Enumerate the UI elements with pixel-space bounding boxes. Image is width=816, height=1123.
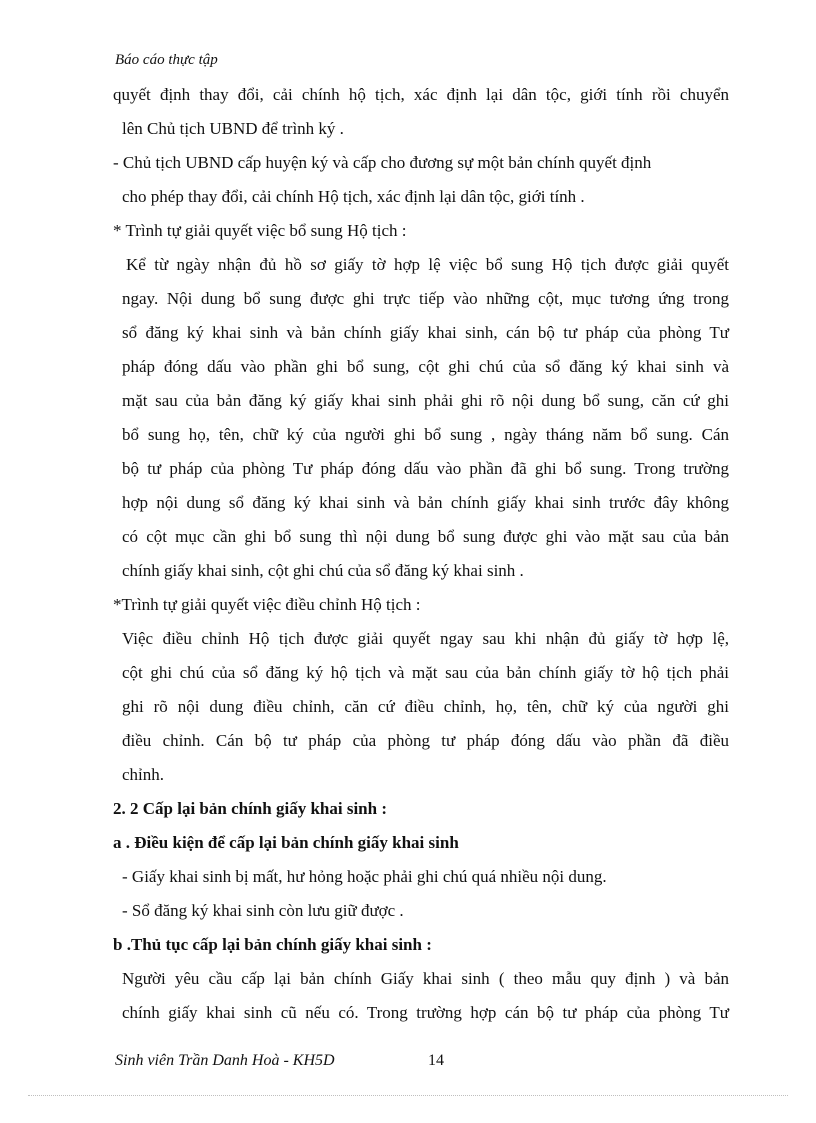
text-line: bổ sung họ, tên, chữ ký của người ghi bổ sung , ngày tháng năm bổ sung. Cán [122, 425, 729, 444]
text-line: mặt sau của bản đăng ký giấy khai sinh phải ghi rõ nội dung bổ sung, căn cứ ghi [122, 391, 729, 410]
list-item: - Chủ tịch UBND cấp huyện ký và cấp cho đương sự một bản chính quyết định [113, 153, 652, 172]
section-heading: * Trình tự giải quyết việc bổ sung Hộ tịch : [113, 221, 407, 240]
text-line: cho phép thay đổi, cải chính Hộ tịch, xác định lại dân tộc, giới tính . [122, 187, 585, 206]
list-item: - Sổ đăng ký khai sinh còn lưu giữ được . [122, 901, 404, 920]
text-line: Việc điều chỉnh Hộ tịch được giải quyết ngay sau khi nhận đủ giấy tờ hợp lệ, [122, 629, 729, 648]
text-line: ghi rõ nội dung điều chỉnh, căn cứ điều chỉnh, họ, tên, chữ ký của người ghi [122, 697, 729, 716]
list-item: - Giấy khai sinh bị mất, hư hỏng hoặc phải ghi chú quá nhiều nội dung. [122, 867, 607, 886]
text-line: chỉnh. [122, 765, 165, 784]
running-header: Báo cáo thực tập [115, 52, 218, 68]
section-heading: *Trình tự giải quyết việc điều chỉnh Hộ tịch : [113, 595, 421, 614]
text-line: Kể từ ngày nhận đủ hồ sơ giấy tờ hợp lệ việc bổ sung Hộ tịch được giải quyết [126, 255, 729, 274]
text-line: lên Chủ tịch UBND để trình ký . [122, 119, 344, 138]
text-line: cột ghi chú của sổ đăng ký hộ tịch và mặt sau của bản chính giấy tờ hộ tịch phải [122, 663, 729, 682]
subsection-heading: b .Thủ tục cấp lại bản chính giấy khai sinh : [113, 935, 432, 954]
text-line: bộ tư pháp của phòng Tư pháp đóng dấu vào phần đã ghi bổ sung. Trong trường [122, 459, 729, 478]
text-line: chính giấy khai sinh cũ nếu có. Trong trường hợp cán bộ tư pháp của phòng Tư [122, 1003, 729, 1022]
section-heading: 2. 2 Cấp lại bản chính giấy khai sinh : [113, 799, 387, 818]
text-line: ngay. Nội dung bổ sung được ghi trực tiếp vào những cột, mục tương ứng trong [122, 289, 729, 308]
text-line: có cột mục cần ghi bổ sung thì nội dung bổ sung được ghi vào mặt sau của bản [122, 527, 729, 546]
footer-author: Sinh viên Trần Danh Hoà - KH5D [115, 1052, 335, 1069]
document-body [113, 78, 729, 1030]
text-line: Người yêu cầu cấp lại bản chính Giấy khai sinh ( theo mẫu quy định ) và bản [122, 969, 729, 988]
subsection-heading: a . Điều kiện để cấp lại bản chính giấy khai sinh [113, 833, 459, 852]
page-bottom-divider [28, 1095, 788, 1096]
text-line: điều chỉnh. Cán bộ tư pháp của phòng tư pháp đóng dấu vào phần đã điều [122, 731, 729, 750]
text-line: chính giấy khai sinh, cột ghi chú của sổ đăng ký khai sinh . [122, 561, 524, 580]
page-number: 14 [428, 1052, 444, 1069]
text-line: hợp nội dung sổ đăng ký khai sinh và bản chính giấy khai sinh trước đây không [122, 493, 729, 512]
text-line: sổ đăng ký khai sinh và bản chính giấy khai sinh, cán bộ tư pháp của phòng Tư [122, 323, 729, 342]
text-line: pháp đóng dấu vào phần ghi bổ sung, cột ghi chú của sổ đăng ký khai sinh và [122, 357, 729, 376]
text-line: quyết định thay đổi, cải chính hộ tịch, xác định lại dân tộc, giới tính rồi chuyển [113, 85, 729, 104]
